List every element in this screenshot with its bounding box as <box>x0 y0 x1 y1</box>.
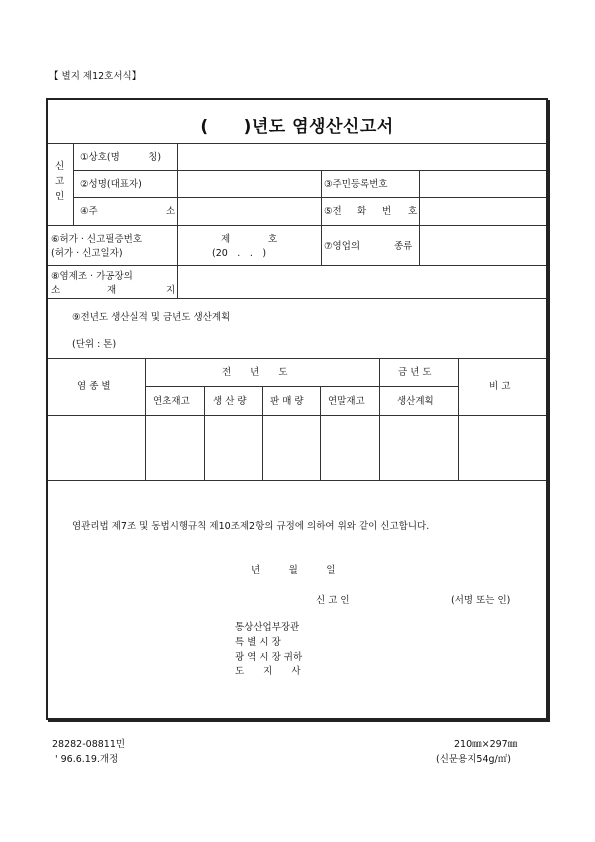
phone-label-3: 번 <box>382 206 392 217</box>
factory-location-label-4: 지 <box>166 285 176 296</box>
rule-table-top <box>48 358 546 359</box>
rule-mid-col <box>321 170 322 265</box>
permit-number-prefix: 제 <box>221 234 231 245</box>
form-title: ( )년도 염생산신고서 <box>200 117 394 137</box>
resident-number-field[interactable] <box>420 171 545 196</box>
paper-size: 210㎜×297㎜ <box>454 739 518 750</box>
permit-number-suffix: 호 <box>268 234 278 245</box>
business-type-field[interactable] <box>420 226 545 264</box>
business-name-field[interactable] <box>178 144 545 169</box>
salt-type-cell[interactable] <box>49 416 144 479</box>
phone-field[interactable] <box>420 198 545 224</box>
factory-location-label: ⑧염제조 · 가공장의 <box>51 271 133 282</box>
closing-stock-header: 연말재고 <box>328 396 365 407</box>
recipient-1: 통상산업부장관 <box>235 622 300 633</box>
factory-location-field[interactable] <box>178 266 545 297</box>
declaration-text: 염관리법 제7조 및 동법시행규칙 제10조제2항의 규정에 의하여 위와 같이 신고합니다. <box>72 521 430 532</box>
phone-label-4: 호 <box>408 206 418 217</box>
revision-date: ' 96.6.19.개정 <box>55 754 119 765</box>
production-heading: ⑨전년도 생산실적 및 금년도 생산계획 <box>72 312 231 323</box>
address-label: ④주 <box>80 206 98 217</box>
this-year-header: 금 년 도 <box>398 367 432 378</box>
factory-location-label-3: 재 <box>107 285 117 296</box>
permit-date-label: (허가 · 신고일자) <box>51 248 123 259</box>
production-volume-header: 생 산 량 <box>213 396 247 407</box>
rule-subheader <box>145 386 458 387</box>
salt-type-header: 염 종 별 <box>77 381 111 392</box>
representative-name-field[interactable] <box>178 171 320 196</box>
declaration-date: 년 월 일 <box>251 565 336 576</box>
recipient-4: 도 지 사 <box>235 666 301 677</box>
address-field[interactable] <box>178 198 320 224</box>
representative-name-label: ②성명(대표자) <box>80 179 142 190</box>
rule-row5 <box>48 298 546 299</box>
reporter-side-label-2: 고 <box>55 176 65 187</box>
prev-year-header: 전 년 도 <box>222 367 288 378</box>
production-plan-header: 생산계획 <box>397 396 434 407</box>
business-type-label: ⑦영업의 <box>324 241 361 252</box>
reporter-side-label-3: 인 <box>55 191 65 202</box>
signature-or-seal-label: (서명 또는 인) <box>451 595 511 606</box>
closing-stock-cell[interactable] <box>321 416 378 479</box>
production-volume-cell[interactable] <box>205 416 261 479</box>
recipient-2: 특 별 시 장 <box>235 637 281 648</box>
factory-location-label-2: 소 <box>51 285 61 296</box>
phone-label: ⑤전 <box>324 206 342 217</box>
paper-type: (신문용지54g/㎡) <box>436 754 511 765</box>
address-label-end: 소 <box>166 206 176 217</box>
rule-side-label <box>73 143 74 225</box>
sales-volume-cell[interactable] <box>263 416 319 479</box>
business-name-label: ①상호(명 칭) <box>80 152 162 163</box>
phone-label-2: 화 <box>357 206 367 217</box>
recipient-3: 광 역 시 장 귀하 <box>235 652 303 663</box>
rule-table-bottom <box>48 480 546 481</box>
permit-number-label: ⑥허가 · 신고필증번호 <box>51 234 142 245</box>
sales-volume-header: 판 매 량 <box>270 396 304 407</box>
form-code: 28282-08811민 <box>52 739 126 750</box>
opening-stock-cell[interactable] <box>146 416 203 479</box>
resident-number-label: ③주민등록번호 <box>324 179 388 190</box>
note-header: 비 고 <box>489 381 511 392</box>
reporter-side-label-1: 신 <box>55 161 65 172</box>
production-plan-cell[interactable] <box>380 416 457 479</box>
business-type-label-end: 종류 <box>394 241 413 252</box>
opening-stock-header: 연초재고 <box>153 396 190 407</box>
form-number-label: 【 별지 제12호서식】 <box>49 71 142 82</box>
permit-date-value: (20 . . ) <box>212 248 267 259</box>
reporter-signature-label: 신 고 인 <box>316 595 350 606</box>
unit-label: (단위 : 톤) <box>72 339 117 350</box>
note-cell[interactable] <box>459 416 545 479</box>
